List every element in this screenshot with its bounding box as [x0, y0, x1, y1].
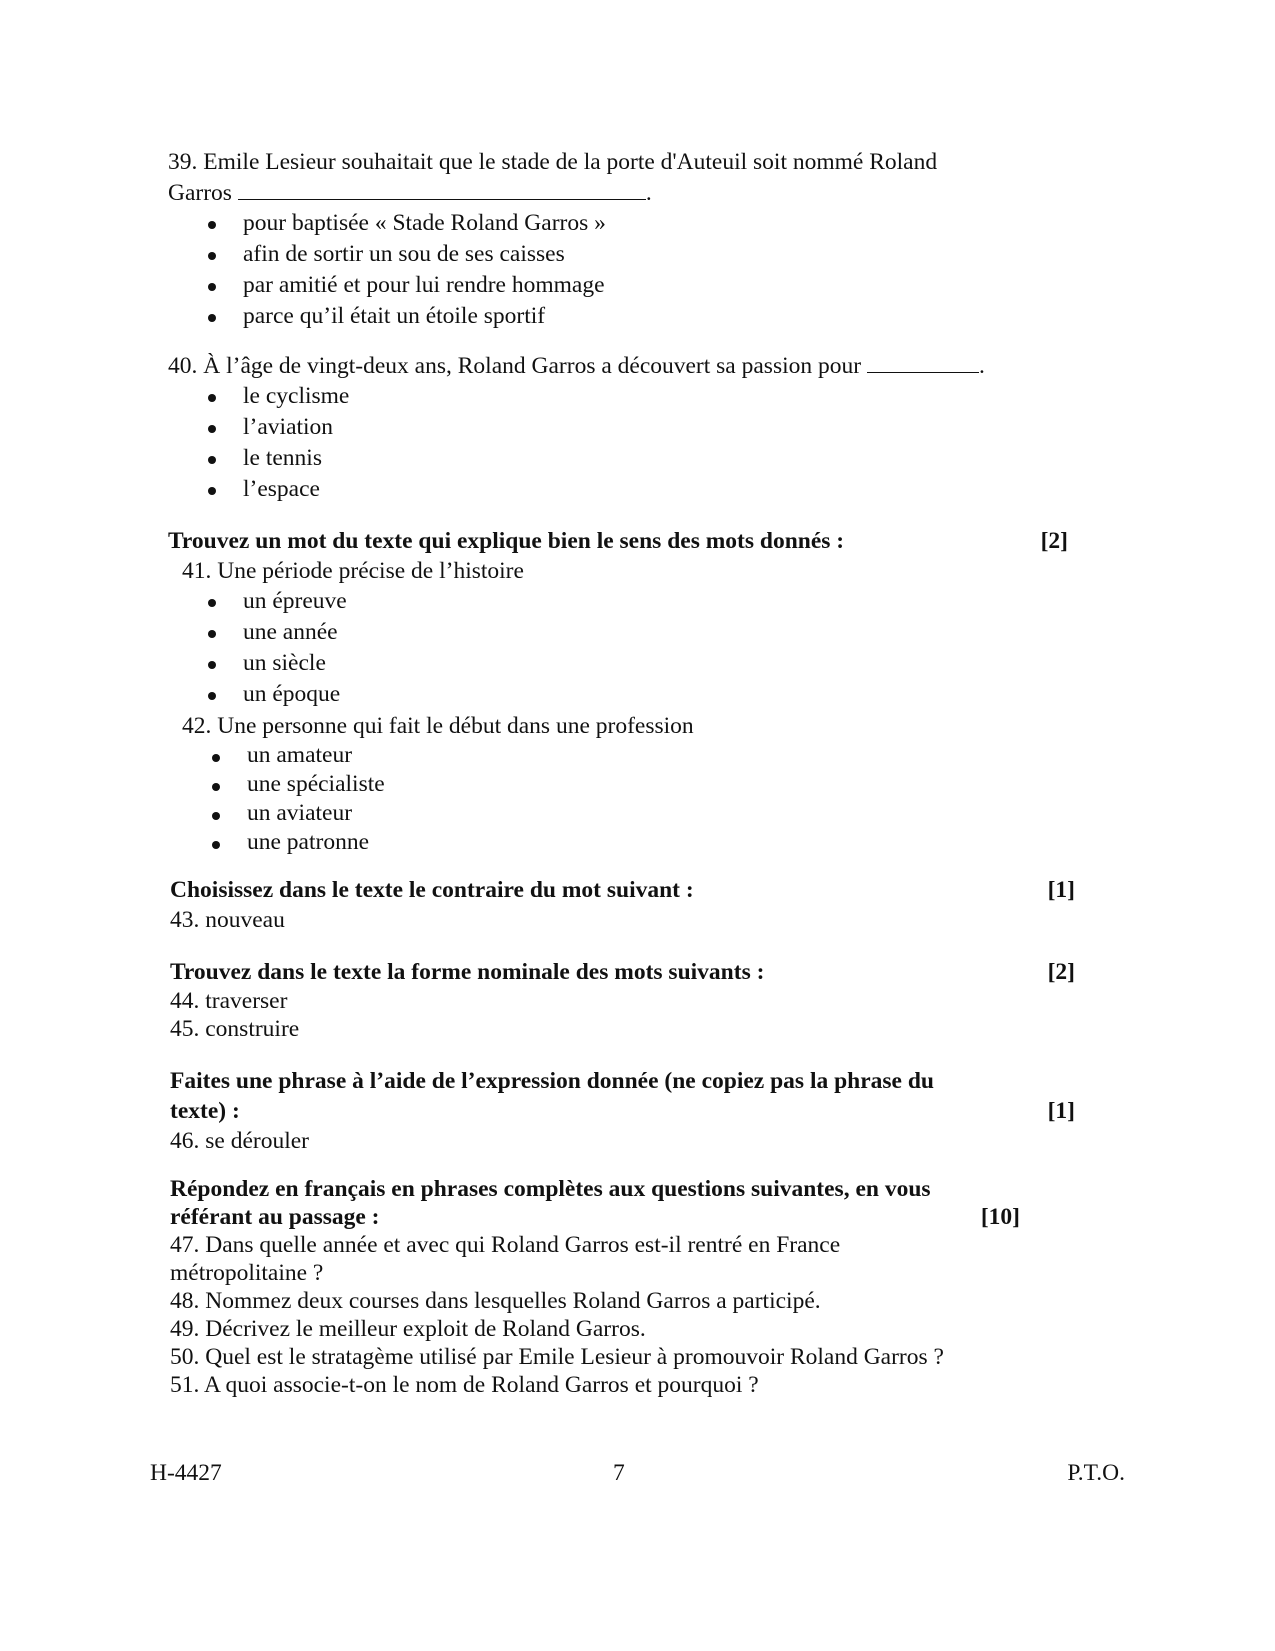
question-45-text: 45. construire — [170, 1016, 300, 1042]
question-47-text-line2: métropolitaine ? — [170, 1260, 324, 1286]
question-40-text: 40. À l’âge de vingt-deux ans, Roland Garros a découvert sa passion pour . — [168, 350, 1098, 381]
question-42-text: 42. Une personne qui fait le début dans une profession — [182, 713, 694, 739]
section-heading: Faites une phrase à l’aide de l’expression donnée (ne copiez pas la phrase du — [170, 1068, 935, 1094]
question-40-options — [168, 381, 1098, 505]
list-item: pour baptisée « Stade Roland Garros » — [206, 208, 1098, 239]
question-41-text: 41. Une période précise de l’histoire — [182, 558, 524, 584]
question-49-text: 49. Décrivez le meilleur exploit de Roland Garros. — [170, 1316, 646, 1342]
page-number: 7 — [613, 1460, 625, 1486]
question-41-options — [168, 586, 1068, 710]
section-heading-continued: référant au passage : [10] — [170, 1204, 1020, 1230]
list-item: un amateur — [210, 741, 1068, 770]
pto-label: P.T.O. — [1067, 1460, 1125, 1486]
answer-blank — [238, 177, 646, 200]
question-51-text: 51. A quoi associe-t-on le nom de Roland Garros et pourquoi ? — [170, 1372, 759, 1398]
list-item: l’aviation — [206, 412, 1098, 443]
section-antonym — [170, 875, 1075, 935]
list-item: un époque — [206, 679, 1068, 710]
page-footer — [150, 1458, 1125, 1488]
exam-code: H-4427 — [150, 1460, 222, 1486]
question-47-text-line1: 47. Dans quelle année et avec qui Roland Garros est-il rentré en France — [170, 1232, 841, 1258]
list-item: l’espace — [206, 474, 1098, 505]
section-sentence — [170, 1066, 1075, 1156]
question-48-text: 48. Nommez deux courses dans lesquelles Roland Garros a participé. — [170, 1288, 821, 1314]
question-39-text-line1: 39. Emile Lesieur souhaitait que le stade de la porte d'Auteuil soit nommé Roland — [168, 149, 938, 175]
marks-label: [2] — [1047, 959, 1075, 985]
list-item: le cyclisme — [206, 381, 1098, 412]
list-item: parce qu’il était un étoile sportif — [206, 301, 1098, 332]
marks-label: [1] — [1047, 1098, 1075, 1124]
marks-label: [1] — [1047, 877, 1075, 903]
marks-label: [2] — [1040, 528, 1068, 554]
answer-blank — [867, 350, 979, 373]
list-item: une spécialiste — [210, 770, 1068, 799]
question-39-text-line2: Garros . — [168, 177, 1098, 208]
list-item: par amitié et pour lui rendre hommage — [206, 270, 1098, 301]
list-item: une année — [206, 617, 1068, 648]
list-item: un aviateur — [210, 799, 1068, 828]
question-43-text: 43. nouveau — [170, 907, 285, 933]
list-item: un épreuve — [206, 586, 1068, 617]
question-42-options — [168, 741, 1068, 857]
section-heading: Répondez en français en phrases complètes aux questions suivantes, en vous — [170, 1176, 931, 1202]
section-heading-continued: texte) : [1] — [170, 1098, 1075, 1124]
list-item: un siècle — [206, 648, 1068, 679]
question-50-text: 50. Quel est le stratagème utilisé par Emile Lesieur à promouvoir Roland Garros ? — [170, 1344, 944, 1370]
section-comprehension — [170, 1175, 1050, 1399]
list-item: afin de sortir un sou de ses caisses — [206, 239, 1098, 270]
section-heading: Choisissez dans le texte le contraire du mot suivant : [1] — [170, 877, 1075, 903]
list-item: le tennis — [206, 443, 1098, 474]
question-46-text: 46. se dérouler — [170, 1128, 309, 1154]
question-39-options — [168, 208, 1098, 332]
question-44-text: 44. traverser — [170, 988, 288, 1014]
question-39 — [168, 147, 1098, 332]
marks-label: [10] — [980, 1204, 1020, 1230]
section-heading: Trouvez un mot du texte qui explique bien le sens des mots donnés : [2] — [168, 528, 1068, 554]
list-item: une patronne — [210, 828, 1068, 857]
section-nominal-form — [170, 957, 1075, 1043]
section-synonyms — [168, 526, 1068, 857]
section-heading: Trouvez dans le texte la forme nominale des mots suivants : [2] — [170, 959, 1075, 985]
question-40 — [168, 350, 1098, 505]
